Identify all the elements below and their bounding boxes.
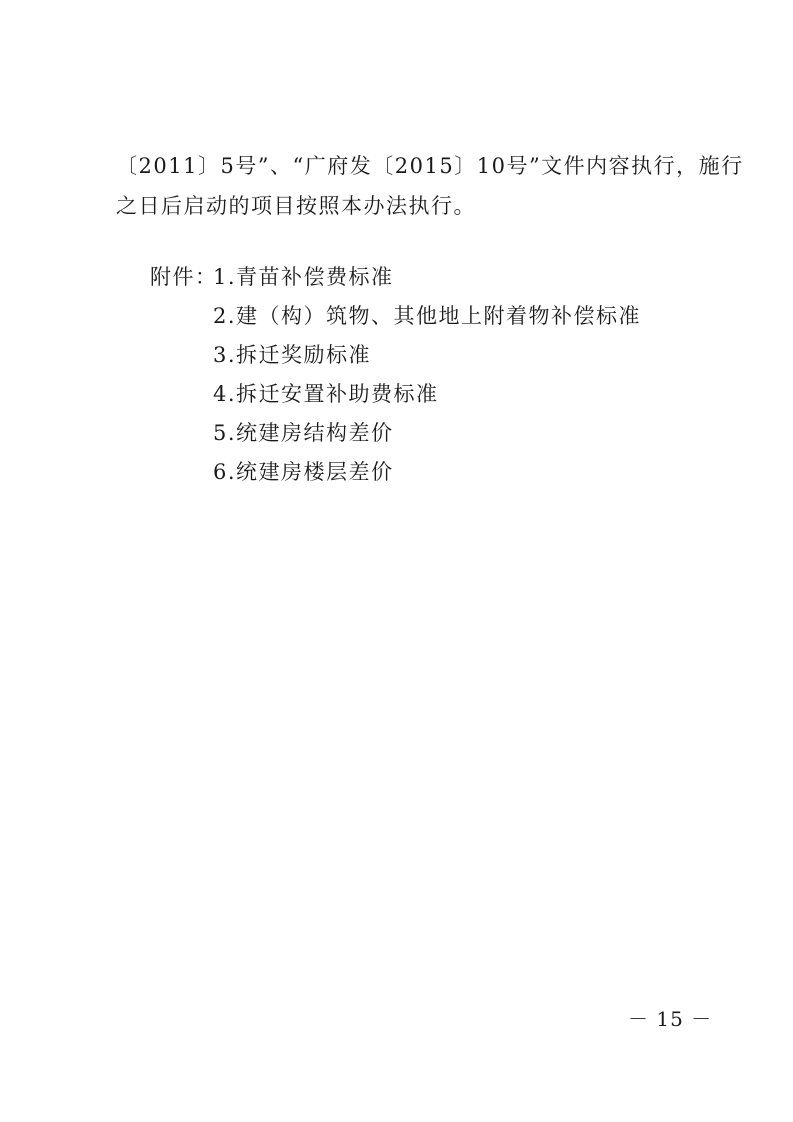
attachment-item-3 (150, 336, 641, 375)
attachments-list (150, 258, 641, 492)
attachment-item-text: 4.拆迁安置补助费标准 (213, 382, 439, 406)
attachment-item-text: 2.建（构）筑物、其他地上附着物补偿标准 (213, 304, 642, 328)
paragraph-line-2: 之日后启动的项目按照本办法执行。 (116, 194, 476, 218)
attachments-label: 附件： (150, 265, 218, 289)
attachment-item-4 (150, 375, 641, 414)
attachment-item-2 (150, 297, 641, 336)
attachment-item-text: 6.统建房楼层差价 (213, 460, 394, 484)
attachment-item-text: 5.统建房结构差价 (213, 421, 394, 445)
attachment-item-1 (150, 258, 641, 297)
body-paragraph (116, 146, 744, 226)
attachment-item-5 (150, 414, 641, 453)
attachment-item-6 (150, 453, 641, 492)
attachment-item-text: 1.青苗补偿费标准 (213, 265, 394, 289)
attachment-item-text: 3.拆迁奖励标准 (213, 343, 372, 367)
page-number: － 15 － (628, 1007, 713, 1031)
paragraph-line-1: 〔2011〕5号”、“广府发〔2015〕10号”文件内容执行，施行 (116, 154, 744, 178)
